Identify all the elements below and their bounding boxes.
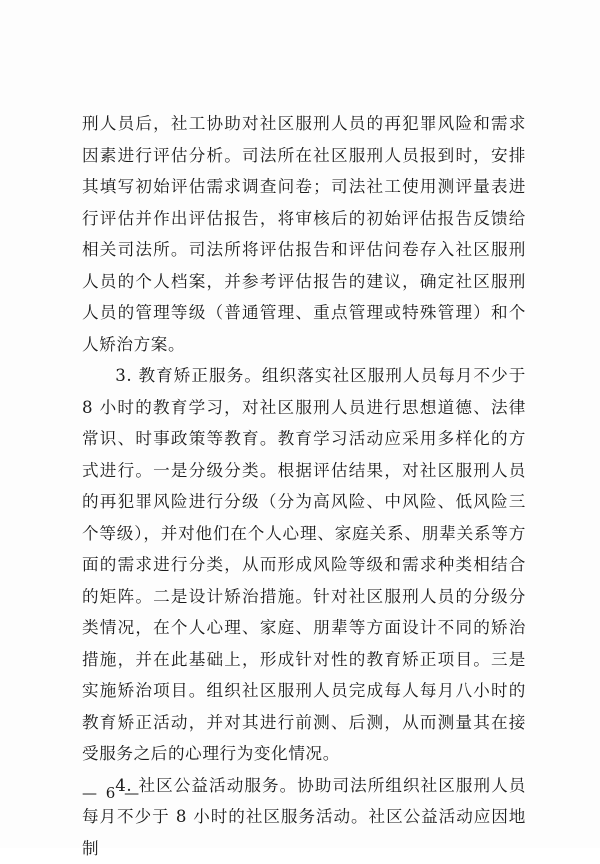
paragraph-community-service: 4. 社区公益活动服务。协助司法所组织社区服刑人员每月不少于 8 小时的社区服务活动。社区公益活动应因地制 (82, 770, 526, 864)
page-number: — 6 — (82, 784, 141, 802)
paragraph-assessment-continued: 刑人员后，社工协助对社区服刑人员的再犯罪风险和需求因素进行评估分析。司法所在社区服刑人员报到时，安排其填写初始评估需求调查问卷；司法社工使用测评量表进行评估并作出评估报告，将审核后的初始评估报告反馈给相关司法所。司法所将评估报告和评估问卷存入社区服刑人员的个人档案，并参考评估报告的建议，确定社区服刑人员的管理等级（普通管理、重点管理或特殊管理）和个人矫治方案。 (82, 108, 526, 360)
body-text (82, 108, 526, 864)
paragraph-education-correction: 3. 教育矫正服务。组织落实社区服刑人员每月不少于 8 小时的教育学习，对社区服刑人员进行思想道德、法律常识、时事政策等教育。教育学习活动应采用多样化的方式进行。一是分级分类。根据评估结果，对社区服刑人员的再犯罪风险进行分级（分为高风险、中风险、低风险三个等级），并对他们在个人心理、家庭关系、朋辈关系等方面的需求进行分类，从而形成风险等级和需求种类相结合的矩阵。二是设计矫治措施。针对社区服刑人员的分级分类情况，在个人心理、家庭、朋辈等方面设计不同的矫治措施，并在此基础上，形成针对性的教育矫正项目。三是实施矫治项目。组织社区服刑人员完成每人每月八小时的教育矫正活动，并对其进行前测、后测，从而测量其在接受服务之后的心理行为变化情况。 (82, 360, 526, 770)
